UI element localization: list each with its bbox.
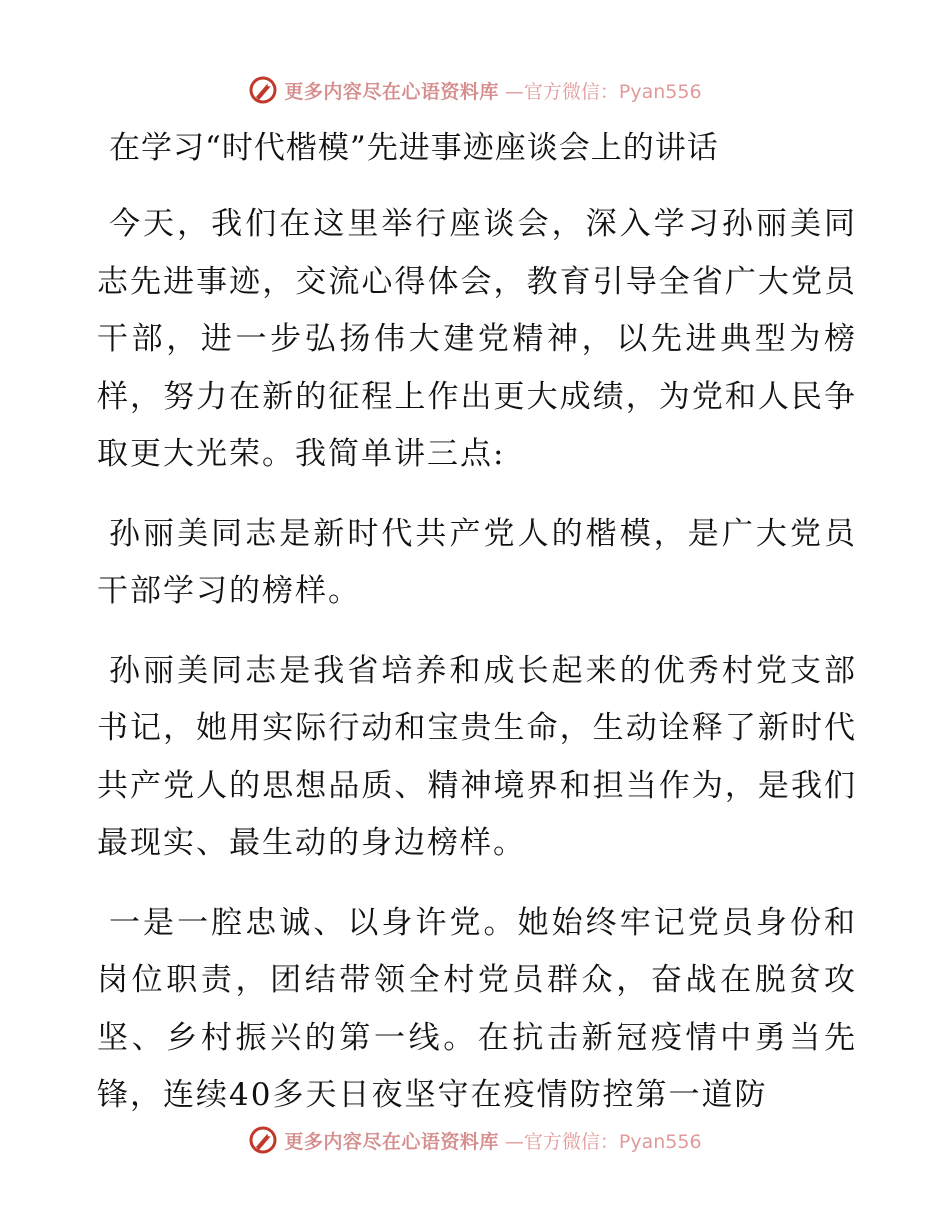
watermark-brand-text: 更多内容尽在心语资料库	[284, 1130, 499, 1153]
paragraph-loyalty: 一是一腔忠诚、以身许党。她始终牢记党员身份和岗位职责，团结带领全村党员群众，奋战在脱贫攻坚、乡村振兴的第一线。在抗击新冠疫情中勇当先锋，连续40多天日夜坚守在疫情防控第一道防	[97, 904, 857, 1113]
watermark-brand-text: 更多内容尽在心语资料库	[284, 80, 499, 103]
watermark-official-text: —官方微信：Pyan556	[504, 80, 702, 103]
watermark-official-text: —官方微信：Pyan556	[504, 1130, 702, 1153]
pen-logo-icon	[248, 75, 278, 105]
paragraph-background: 孙丽美同志是我省培养和成长起来的优秀村党支部书记，她用实际行动和宝贵生命，生动诠释了新时代共产党人的思想品质、精神境界和担当作为，是我们最现实、最生动的身边榜样。	[97, 652, 857, 861]
header-watermark	[0, 70, 950, 110]
pen-logo-icon	[248, 1125, 278, 1155]
footer-watermark	[0, 1120, 950, 1160]
document-body	[97, 120, 857, 1147]
document-title: 在学习“时代楷模”先进事迹座谈会上的讲话	[109, 130, 719, 166]
paragraph-intro: 今天，我们在这里举行座谈会，深入学习孙丽美同志先进事迹，交流心得体会，教育引导全省广大党员干部，进一步弘扬伟大建党精神，以先进典型为榜样，努力在新的征程上作出更大成绩，为党和人民争取更大光荣。我简单讲三点:	[97, 206, 857, 472]
paragraph-point-heading: 孙丽美同志是新时代共产党人的楷模，是广大党员干部学习的榜样。	[97, 515, 857, 609]
